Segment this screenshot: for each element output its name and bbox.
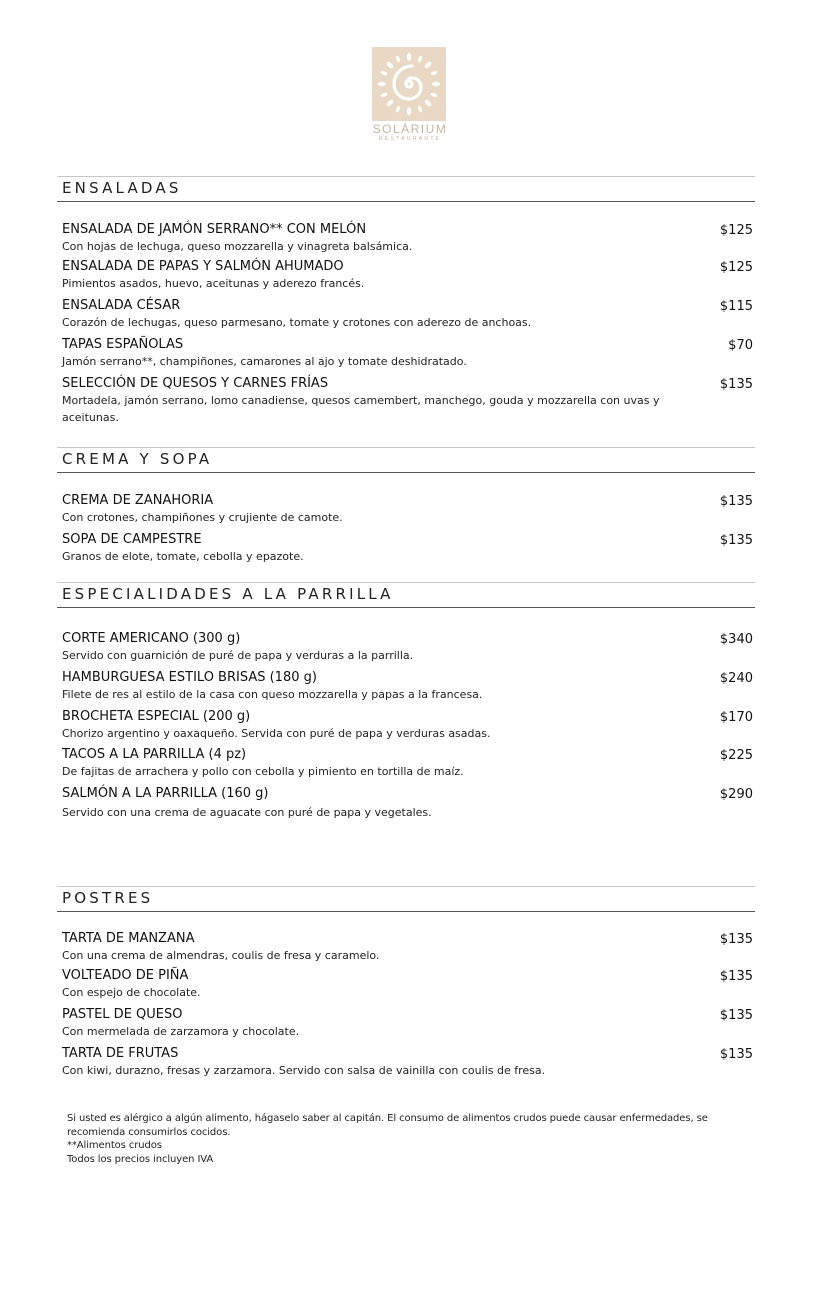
item-name: TARTA DE FRUTAS <box>62 1046 179 1061</box>
menu-item <box>62 630 755 664</box>
item-price: $170 <box>719 710 753 725</box>
menu-item <box>62 967 755 1001</box>
item-description: Filete de res al estilo de la casa con queso mozzarella y papas a la francesa. <box>62 688 483 701</box>
restaurant-logo <box>370 47 450 143</box>
menu-item <box>62 708 755 742</box>
item-price: $240 <box>719 671 753 686</box>
item-name: CORTE AMERICANO (300 g) <box>62 631 241 646</box>
item-price: $125 <box>719 260 753 275</box>
raw-food-note: **Alimentos crudos <box>67 1140 162 1151</box>
item-name: SALMÓN A LA PARRILLA (160 g) <box>62 786 269 801</box>
menu-item <box>62 785 755 821</box>
item-description: Corazón de lechugas, queso parmesano, tomate y crotones con aderezo de anchoas. <box>62 316 532 329</box>
menu-item <box>62 336 755 370</box>
section-title: CREMA Y SOPA <box>62 450 213 468</box>
item-name: HAMBURGUESA ESTILO BRISAS (180 g) <box>62 670 317 685</box>
section-header-crema-y-sopa <box>57 447 755 473</box>
item-price: $70 <box>728 338 753 353</box>
allergy-note: Si usted es alérgico a algún alimento, hágaselo saber al capitán. El consumo de alimentos crudos puede causar enfermedades, se recomienda consumirlos cocidos. <box>67 1113 708 1138</box>
menu-item <box>62 221 755 255</box>
item-name: ENSALADA DE PAPAS Y SALMÓN AHUMADO <box>62 259 344 274</box>
item-price: $225 <box>719 748 753 763</box>
menu-item <box>62 1006 755 1040</box>
menu-item <box>62 1045 755 1079</box>
section-title: POSTRES <box>62 889 154 907</box>
section-header-ensaladas <box>57 176 755 202</box>
item-price: $135 <box>719 494 753 509</box>
item-price: $125 <box>719 223 753 238</box>
item-name: PASTEL DE QUESO <box>62 1007 183 1022</box>
item-description: Con mermelada de zarzamora y chocolate. <box>62 1025 300 1038</box>
item-description: Chorizo argentino y oaxaqueño. Servida con puré de papa y verduras asadas. <box>62 727 491 740</box>
item-description: Con espejo de chocolate. <box>62 986 201 999</box>
item-price: $340 <box>719 632 753 647</box>
item-price: $115 <box>719 299 753 314</box>
menu-item <box>62 669 755 703</box>
menu-item <box>62 531 755 565</box>
item-description: Con crotones, champiñones y crujiente de camote. <box>62 511 343 524</box>
item-description: Con kiwi, durazno, fresas y zarzamora. Servido con salsa de vainilla con coulis de fresa. <box>62 1064 546 1077</box>
item-description: Granos de elote, tomate, cebolla y epazote. <box>62 550 304 563</box>
item-description: Con hojas de lechuga, queso mozzarella y vinagreta balsámica. <box>62 240 413 253</box>
section-title: ENSALADAS <box>62 179 182 197</box>
item-price: $135 <box>719 1047 753 1062</box>
item-name: BROCHETA ESPECIAL (200 g) <box>62 709 251 724</box>
section-header-postres <box>57 886 755 912</box>
menu-item <box>62 492 755 526</box>
item-name: SELECCIÓN DE QUESOS Y CARNES FRÍAS <box>62 376 329 391</box>
footer-note <box>67 1112 717 1166</box>
item-name: ENSALADA CÉSAR <box>62 298 181 313</box>
item-price: $290 <box>719 787 753 802</box>
item-name: SOPA DE CAMPESTRE <box>62 532 202 547</box>
item-name: TAPAS ESPAÑOLAS <box>62 337 184 352</box>
item-description: Pimientos asados, huevo, aceitunas y aderezo francés. <box>62 277 365 290</box>
section-title: ESPECIALIDADES A LA PARRILLA <box>62 585 394 603</box>
logo-name: SOLÁRIUM <box>372 122 448 136</box>
item-name: CREMA DE ZANAHORIA <box>62 493 214 508</box>
tax-note: Todos los precios incluyen IVA <box>67 1153 214 1165</box>
item-description: Jamón serrano**, champiñones, camarones al ajo y tomate deshidratado. <box>62 355 467 368</box>
item-price: $135 <box>719 533 753 548</box>
item-price: $135 <box>719 932 753 947</box>
menu-item <box>62 746 755 780</box>
item-name: VOLTEADO DE PIÑA <box>62 968 189 983</box>
logo-subtitle: RESTAURANTE <box>378 136 442 142</box>
item-description: Servido con guarnición de puré de papa y verduras a la parrilla. <box>62 649 414 662</box>
item-price: $135 <box>719 377 753 392</box>
item-description: De fajitas de arrachera y pollo con cebolla y pimiento en tortilla de maíz. <box>62 765 464 778</box>
item-description: Servido con una crema de aguacate con puré de papa y vegetales. <box>62 806 432 819</box>
item-price: $135 <box>719 969 753 984</box>
menu-item <box>62 375 755 426</box>
menu-item <box>62 930 755 964</box>
menu-item <box>62 297 755 331</box>
item-description: Mortadela, jamón serrano, lomo canadiense, quesos camembert, manchego, gouda y mozzarella con uvas y aceitunas. <box>62 394 660 424</box>
item-name: TACOS A LA PARRILLA (4 pz) <box>62 747 247 762</box>
spiral-sun-icon <box>372 47 446 121</box>
menu-item <box>62 258 755 292</box>
item-name: ENSALADA DE JAMÓN SERRANO** CON MELÓN <box>62 222 367 237</box>
item-description: Con una crema de almendras, coulis de fresa y caramelo. <box>62 949 380 962</box>
section-header-especialidades <box>57 582 755 608</box>
item-name: TARTA DE MANZANA <box>62 931 195 946</box>
item-price: $135 <box>719 1008 753 1023</box>
